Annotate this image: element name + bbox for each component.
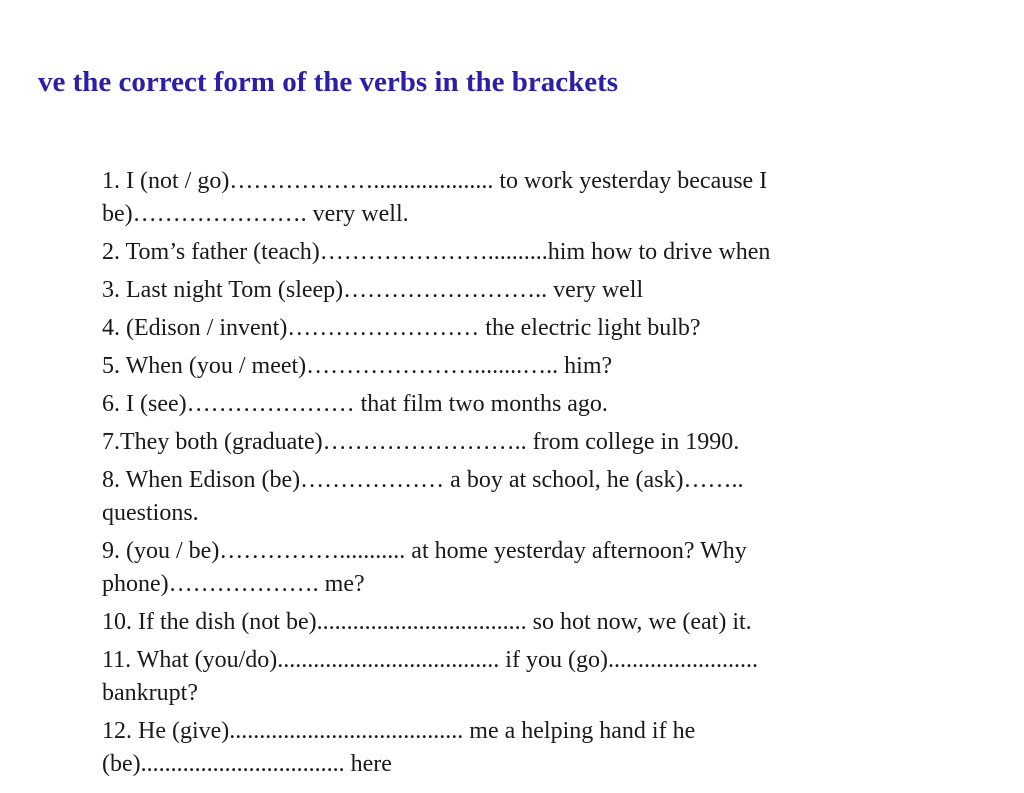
exercise-item-2: [102, 236, 882, 269]
exercise-line: 10. If the dish (not be)................................... so hot now, we (eat) it.: [102, 609, 752, 635]
exercise-line: 11. What (you/do)..................................... if you (go).........................: [102, 647, 758, 673]
exercise-line: 4. (Edison / invent)…………………… the electric light bulb?: [102, 315, 701, 341]
worksheet-title: ve the correct form of the verbs in the brackets: [38, 66, 619, 98]
exercise-line: bankrupt?: [102, 680, 198, 706]
exercise-item-11: [102, 644, 882, 710]
exercise-line: 12. He (give)....................................... me a helping hand if he: [102, 718, 696, 744]
exercise-line: (be).................................. here: [102, 751, 392, 777]
exercise-item-5: [102, 350, 882, 383]
exercise-line: 3. Last night Tom (sleep)…………………….. very well: [102, 277, 644, 303]
exercise-line: questions.: [102, 500, 199, 526]
exercise-line: 9. (you / be)……………........... at home yesterday afternoon? Why: [102, 538, 747, 564]
exercise-item-1: [102, 165, 882, 231]
exercise-line: 5. When (you / meet)…………………........….. him?: [102, 353, 613, 379]
exercise-item-4: [102, 312, 882, 345]
exercise-item-6: [102, 388, 882, 421]
exercise-item-8: [102, 464, 882, 530]
exercise-line: be)…………………. very well.: [102, 201, 409, 227]
exercise-list: [102, 165, 882, 786]
exercise-line: 8. When Edison (be)……………… a boy at school, he (ask)……..: [102, 467, 744, 493]
exercise-line: phone)………………. me?: [102, 571, 365, 597]
exercise-line: 6. I (see)………………… that film two months ago.: [102, 391, 608, 417]
exercise-line: 1. I (not / go)……………….................... to work yesterday because I: [102, 168, 768, 194]
exercise-item-3: [102, 274, 882, 307]
exercise-item-9: [102, 535, 882, 601]
exercise-item-10: [102, 606, 882, 639]
exercise-line: 7.They both (graduate)…………………….. from college in 1990.: [102, 429, 740, 455]
exercise-item-12: [102, 715, 882, 781]
exercise-item-7: [102, 426, 882, 459]
exercise-line: 2. Tom’s father (teach)…………………..........him how to drive when: [102, 239, 771, 265]
